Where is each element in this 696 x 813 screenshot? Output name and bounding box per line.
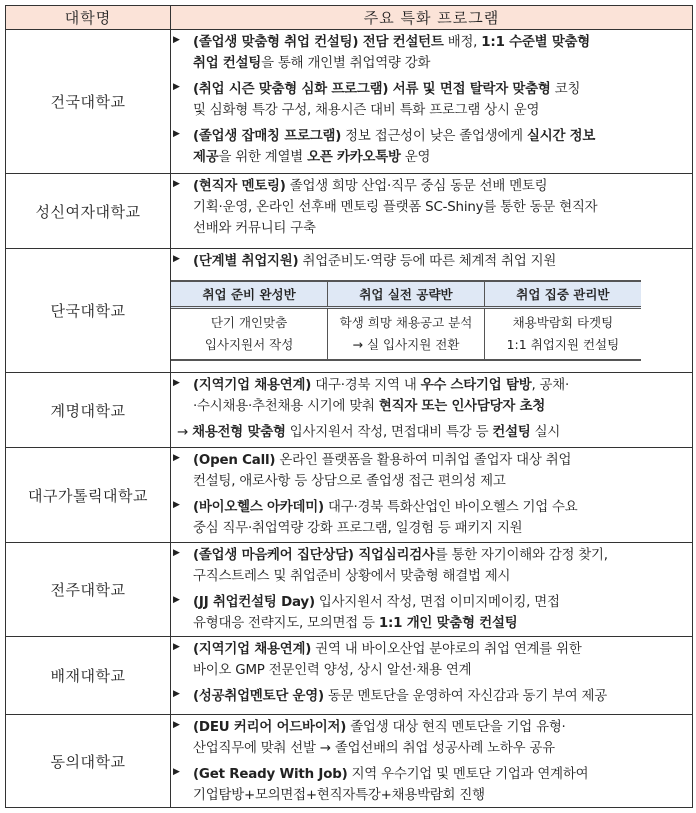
text-segment: 컨설팅 bbox=[492, 425, 531, 440]
subtable-header: 취업 집중 관리반 bbox=[484, 281, 641, 308]
bullet-icon: ▶ bbox=[173, 254, 180, 264]
text-line bbox=[193, 375, 692, 396]
text-line bbox=[193, 450, 692, 471]
bullet-icon: ▶ bbox=[173, 82, 180, 92]
university-name: 전주대학교 bbox=[6, 543, 171, 637]
university-name: 단국대학교 bbox=[6, 249, 171, 373]
program-item bbox=[171, 176, 692, 239]
text-line bbox=[193, 471, 692, 492]
subtable-cell-line: 1:1 취업지원 컨설팅 bbox=[506, 337, 620, 352]
program-item bbox=[171, 375, 692, 417]
university-name: 성신여자대학교 bbox=[6, 174, 171, 249]
subtable-cell bbox=[484, 308, 641, 361]
bullet-icon: ▶ bbox=[173, 500, 180, 510]
table-header-row bbox=[6, 6, 693, 30]
program-cell bbox=[171, 637, 693, 715]
program-item bbox=[171, 545, 692, 587]
text-line bbox=[193, 639, 692, 660]
text-segment: 운영 bbox=[400, 150, 431, 165]
text-line bbox=[193, 566, 692, 587]
subtable-cell-line: 단기 개인맞춤 bbox=[210, 315, 288, 330]
table-row bbox=[6, 715, 693, 808]
program-item bbox=[171, 592, 692, 634]
program-item bbox=[171, 639, 692, 681]
text-segment: 바이오 GMP 전문인력 양성, 상시 알선·채용 연계 bbox=[193, 663, 472, 678]
text-segment: 1:1 수준별 맞춤형 bbox=[481, 35, 591, 50]
program-item bbox=[171, 79, 692, 121]
program-item bbox=[171, 32, 692, 74]
text-segment: 채용전형 맞춤형 bbox=[192, 425, 286, 440]
text-segment: 1:1 개인 맞춤형 컨설팅 bbox=[378, 616, 518, 631]
program-item bbox=[171, 717, 692, 759]
text-segment: 산업직무에 맞춰 선발 → 졸업선배의 취업 성공사례 노하우 공유 bbox=[193, 741, 555, 756]
text-segment: 취업준비도·역량 등에 따른 체계적 취업 지원 bbox=[298, 254, 557, 269]
program-item bbox=[171, 686, 692, 707]
text-line bbox=[193, 545, 692, 566]
text-segment: 구직스트레스 및 취업준비 상황에서 맞춤형 해결법 제시 bbox=[193, 569, 511, 584]
university-programs-table bbox=[5, 5, 693, 808]
table-row bbox=[6, 249, 693, 373]
program-cell bbox=[171, 373, 693, 448]
text-line bbox=[193, 251, 692, 272]
text-segment: ·수시채용·추천채용 시기에 맞춰 bbox=[193, 399, 379, 414]
text-line bbox=[193, 686, 692, 707]
text-line bbox=[193, 497, 692, 518]
university-name: 대구가톨릭대학교 bbox=[6, 448, 171, 543]
bullet-icon: ▶ bbox=[173, 548, 180, 558]
table-row bbox=[6, 30, 693, 174]
subtable-header: 취업 실전 공략반 bbox=[328, 281, 485, 308]
text-segment: 정보 접근성이 낮은 졸업생에게 bbox=[341, 129, 527, 144]
text-line bbox=[193, 197, 692, 218]
text-segment: (Get Ready With Job) bbox=[193, 767, 348, 782]
text-segment: (JJ 취업컨설팅 Day) bbox=[193, 595, 315, 610]
text-segment: 중심 직무·취업역량 강화 프로그램, 일경험 등 패키지 지원 bbox=[193, 521, 523, 536]
bullet-icon: ▶ bbox=[173, 35, 180, 45]
table-row bbox=[6, 448, 693, 543]
subtable-row bbox=[171, 308, 641, 361]
university-name: 건국대학교 bbox=[6, 30, 171, 174]
text-segment: 컨설팅, 애로사항 등 상담으로 졸업생 접근 편의성 제고 bbox=[193, 474, 506, 489]
text-line bbox=[171, 422, 692, 443]
subtable-header: 취업 준비 완성반 bbox=[171, 281, 328, 308]
university-name: 계명대학교 bbox=[6, 373, 171, 448]
text-segment: 제공 bbox=[193, 150, 219, 165]
program-cell bbox=[171, 249, 693, 373]
text-line bbox=[193, 613, 692, 634]
table-row bbox=[6, 174, 693, 249]
university-name: 배재대학교 bbox=[6, 637, 171, 715]
text-segment: (DEU 커리어 어드바이저) bbox=[193, 720, 347, 735]
program-item bbox=[171, 764, 692, 806]
text-segment: 실시간 정보 bbox=[526, 129, 596, 144]
text-segment: 대구·경북 지역 내 bbox=[311, 378, 421, 393]
text-segment: 졸업생 대상 현직 멘토단을 기업 유형· bbox=[346, 720, 566, 735]
text-line bbox=[193, 592, 692, 613]
text-segment: 를 통한 자기이해와 감정 찾기, bbox=[434, 548, 608, 563]
text-segment: (Open Call) bbox=[193, 453, 276, 468]
table-row bbox=[6, 543, 693, 637]
text-segment: 지역 우수기업 및 멘토단 기업과 연계하여 bbox=[347, 767, 589, 782]
text-segment: 대구·경북 특화산업인 바이오헬스 기업 수요 bbox=[323, 500, 578, 515]
subtable-cell-line: → 실 입사지원 전환 bbox=[352, 337, 460, 352]
text-segment: (졸업생 마음케어 집단상담) 직업심리검사 bbox=[193, 548, 435, 563]
stage-subtable bbox=[171, 280, 641, 361]
text-segment: 유형대응 전략지도, 모의면접 등 bbox=[193, 616, 379, 631]
header-university: 대학명 bbox=[6, 6, 171, 30]
text-segment: 온라인 플랫폼을 활용하여 미취업 졸업자 대상 취업 bbox=[275, 453, 572, 468]
table-row bbox=[6, 637, 693, 715]
program-item bbox=[171, 126, 692, 168]
text-segment: 코칭 bbox=[550, 82, 581, 97]
text-segment: 선배와 커뮤니티 구축 bbox=[193, 221, 316, 236]
text-segment: 기업탐방+모의면접+현직자특강+채용박람회 진행 bbox=[193, 788, 485, 803]
text-segment: 실시 bbox=[530, 425, 561, 440]
text-segment: 취업 컨설팅 bbox=[193, 56, 262, 71]
text-line bbox=[193, 717, 692, 738]
bullet-icon: ▶ bbox=[173, 720, 180, 730]
text-segment: 배정, bbox=[443, 35, 482, 50]
bullet-icon: ▶ bbox=[173, 179, 180, 189]
text-line bbox=[193, 176, 692, 197]
text-segment: 입사지원서 작성, 면접대비 특강 등 bbox=[285, 425, 493, 440]
text-segment: 을 통해 개인별 취업역량 강화 bbox=[261, 56, 431, 71]
text-line bbox=[193, 518, 692, 539]
text-line bbox=[193, 100, 692, 121]
program-cell bbox=[171, 174, 693, 249]
subtable-cell bbox=[171, 308, 328, 361]
program-item bbox=[171, 251, 692, 272]
text-segment: (지역기업 채용연계) bbox=[193, 642, 312, 657]
program-cell bbox=[171, 543, 693, 637]
text-segment: (취업 시즌 맞춤형 심화 프로그램) 서류 및 면접 탈락자 맞춤형 bbox=[193, 82, 551, 97]
text-line bbox=[193, 218, 692, 239]
subtable-cell bbox=[328, 308, 485, 361]
program-cell bbox=[171, 30, 693, 174]
text-segment: (단계별 취업지원) bbox=[193, 254, 299, 269]
text-segment: (졸업생 잡매칭 프로그램) bbox=[193, 129, 342, 144]
text-line bbox=[193, 738, 692, 759]
text-segment: (졸업생 맞춤형 취업 컨설팅) 전담 컨설턴트 bbox=[193, 35, 444, 50]
text-segment: 동문 멘토단을 운영하여 자신감과 동기 부여 제공 bbox=[323, 689, 608, 704]
text-line bbox=[193, 660, 692, 681]
text-line bbox=[193, 53, 692, 74]
bullet-icon: ▶ bbox=[173, 689, 180, 699]
text-line bbox=[193, 785, 692, 806]
program-item bbox=[171, 497, 692, 539]
subtable-cell-line: 입사지원서 작성 bbox=[204, 337, 294, 352]
text-segment: 을 위한 계열별 bbox=[218, 150, 308, 165]
text-segment: 현직자 또는 인사담당자 초청 bbox=[378, 399, 546, 414]
bullet-icon: ▶ bbox=[173, 453, 180, 463]
text-segment: 오픈 카카오톡방 bbox=[307, 150, 401, 165]
bullet-icon: ▶ bbox=[173, 378, 180, 388]
header-programs: 주요 특화 프로그램 bbox=[171, 6, 693, 30]
text-segment: → bbox=[177, 425, 193, 440]
text-segment: 우수 스타기업 탐방 bbox=[420, 378, 532, 393]
text-line bbox=[193, 396, 692, 417]
text-line bbox=[193, 126, 692, 147]
text-segment: , 공채· bbox=[531, 378, 570, 393]
text-segment: 입사지원서 작성, 면접 이미지메이킹, 면접 bbox=[314, 595, 560, 610]
bullet-icon: ▶ bbox=[173, 129, 180, 139]
program-cell bbox=[171, 715, 693, 808]
table-row bbox=[6, 373, 693, 448]
text-segment: 및 심화형 특강 구성, 채용시즌 대비 특화 프로그램 상시 운영 bbox=[193, 103, 540, 118]
bullet-icon: ▶ bbox=[173, 642, 180, 652]
text-line bbox=[193, 147, 692, 168]
text-line bbox=[193, 764, 692, 785]
text-segment: 기획·운영, 온라인 선후배 멘토링 플랫폼 SC-Shiny를 통한 동문 현직자 bbox=[193, 200, 598, 215]
subtable-header-row bbox=[171, 281, 641, 308]
text-segment: (지역기업 채용연계) bbox=[193, 378, 312, 393]
program-cell bbox=[171, 448, 693, 543]
text-segment: (바이오헬스 아카데미) bbox=[193, 500, 324, 515]
bullet-icon: ▶ bbox=[173, 595, 180, 605]
text-segment: 권역 내 바이오산업 분야로의 취업 연계를 위한 bbox=[311, 642, 582, 657]
text-segment: 졸업생 희망 산업·직무 중심 동문 선배 멘토링 bbox=[285, 179, 548, 194]
university-name: 동의대학교 bbox=[6, 715, 171, 808]
text-line bbox=[193, 32, 692, 53]
bullet-icon: ▶ bbox=[173, 767, 180, 777]
text-segment: (현직자 멘토링) bbox=[193, 179, 286, 194]
text-line bbox=[193, 79, 692, 100]
text-segment: (성공취업멘토단 운영) bbox=[193, 689, 324, 704]
program-item bbox=[171, 450, 692, 492]
subtable-cell-line: 학생 희망 채용공고 분석 bbox=[339, 315, 473, 330]
subtable-cell-line: 채용박람회 타겟팅 bbox=[512, 315, 614, 330]
